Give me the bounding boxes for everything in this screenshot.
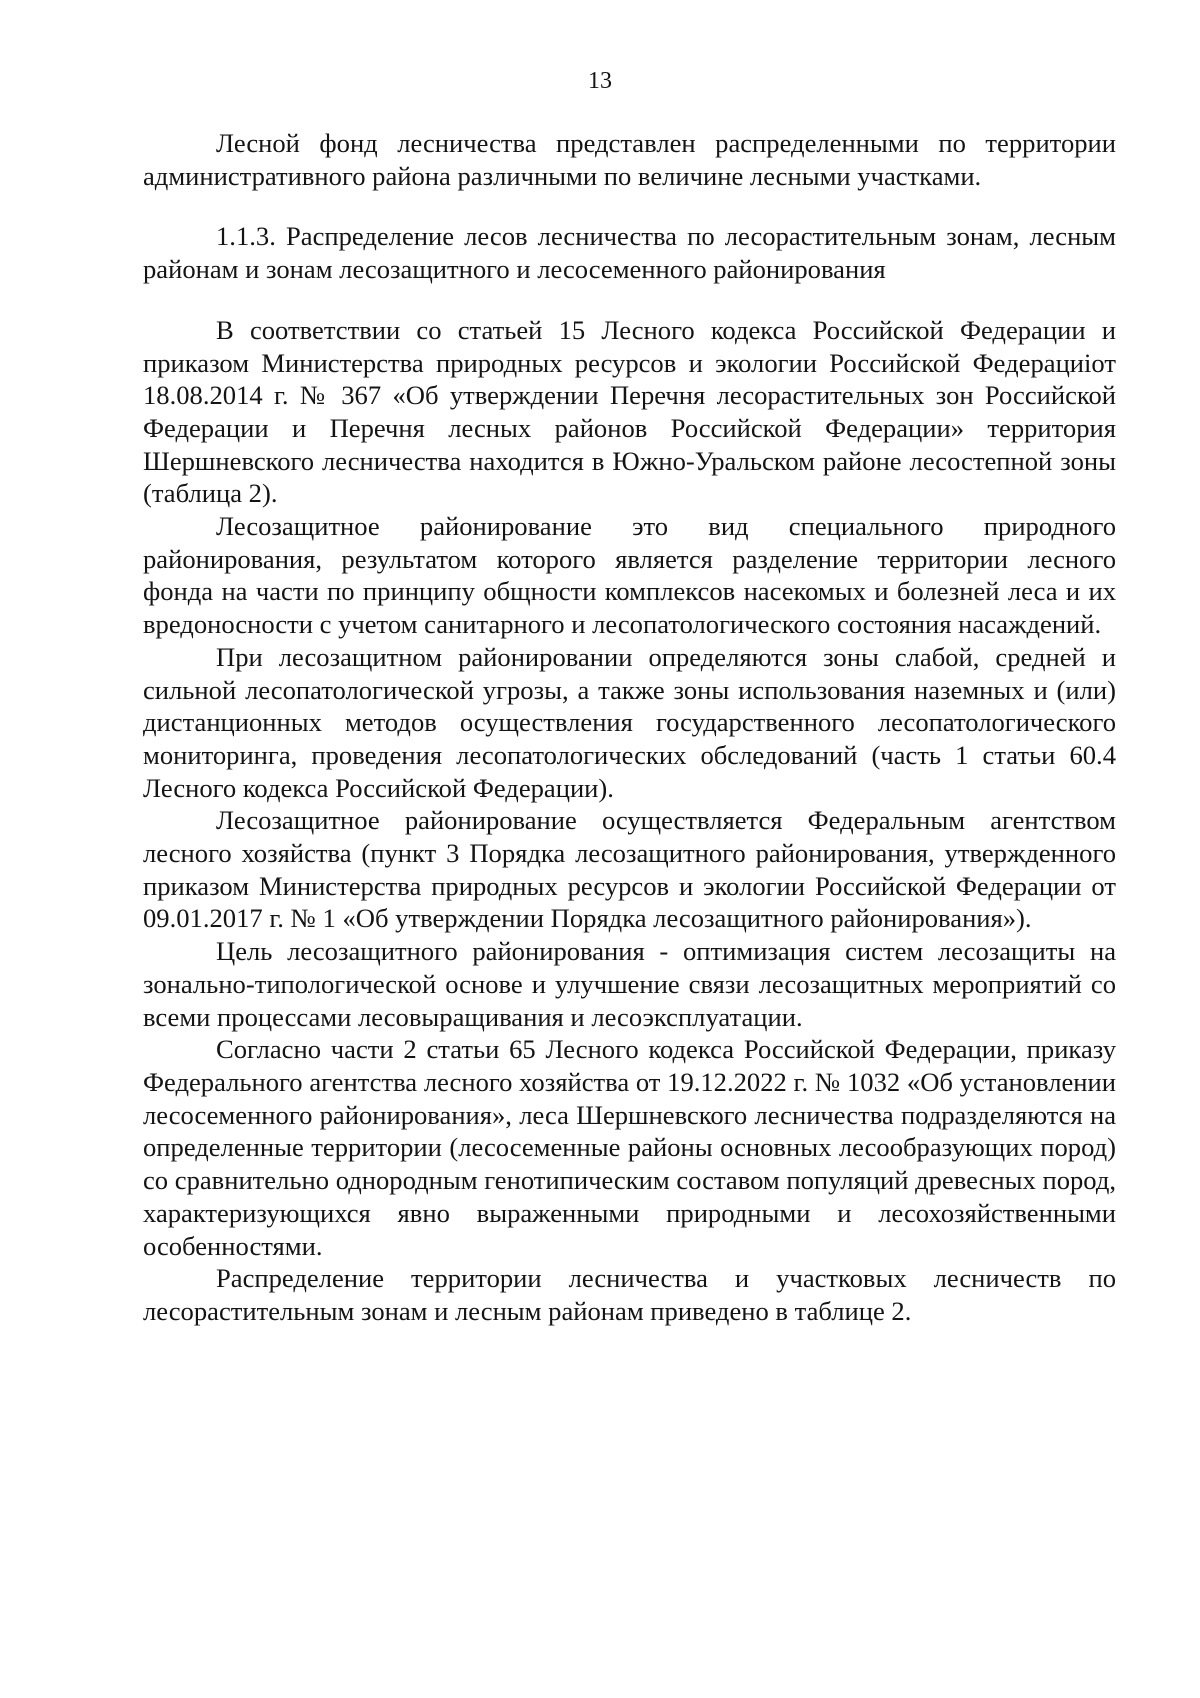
body-paragraph: В соответствии со статьей 15 Лесного кодекса Российской Федерации и приказом Министерства природных ресурсов и экологии Российской Федерациiот 18.08.2014 г. № 367 «Об утверждении Перечня лесорастительных зон Российской Федерации и Перечня лесных районов Российской Федерации» территория Шершневского лесничества находится в Южно-Уральском районе лесостепной зоны (таблица 2). [143,314,1116,509]
section-heading: 1.1.3. Распределение лесов лесничества по лесорастительным зонам, лесным районам и зонам лесозащитного и лесосеменного районирования [143,221,1116,285]
intro-paragraph: Лесной фонд лесничества представлен распределенными по территории административного района различными по величине лесными участками. [143,128,1116,191]
page-number: 13 [588,68,612,94]
body-paragraph: При лесозащитном районировании определяются зоны слабой, средней и сильной лесопатологической угрозы, а также зоны использования наземных и (или) дистанционных методов осуществления государственного лесопатологического мониторинга, проведения лесопатологических обследований (часть 1 статьи 60.4 Лесного кодекса Российской Федерации). [143,641,1116,803]
body-paragraph: Лесозащитное районирование осуществляется Федеральным агентством лесного хозяйства (пункт 3 Порядка лесозащитного районирования, утвержденного приказом Министерства природных ресурсов и экологии Российской Федерации от 09.01.2017 г. № 1 «Об утверждении Порядка лесозащитного районирования»). [143,805,1116,934]
body-paragraph: Согласно части 2 статьи 65 Лесного кодекса Российской Федерации, приказу Федерального агентства лесного хозяйства от 19.12.2022 г. № 1032 «Об установлении лесосеменного районирования», леса Шершневского лесничества подразделяются на определенные территории (лесосеменные районы основных лесообразующих пород) со сравнительно однородным генотипическим составом популяций древесных пород, характеризующихся явно выраженными природными и лесохозяйственными особенностями. [143,1034,1116,1261]
document-body [143,127,1116,1328]
body-paragraph: Распределение территории лесничества и участковых лесничеств по лесорастительным зонам и лесным районам приведено в таблице 2. [143,1263,1116,1326]
body-paragraph: Цель лесозащитного районирования - оптимизация систем лесозащиты на зонально-типологической основе и улучшение связи лесозащитных мероприятий со всеми процессами лесовыращивания и лесоэксплуатации. [143,936,1116,1032]
body-paragraph: Лесозащитное районирование это вид специального природного районирования, результатом которого является разделение территории лесного фонда на части по принципу общности комплексов насекомых и болезней леса и их вредоносности с учетом санитарного и лесопатологического состояния насаждений. [143,511,1116,640]
